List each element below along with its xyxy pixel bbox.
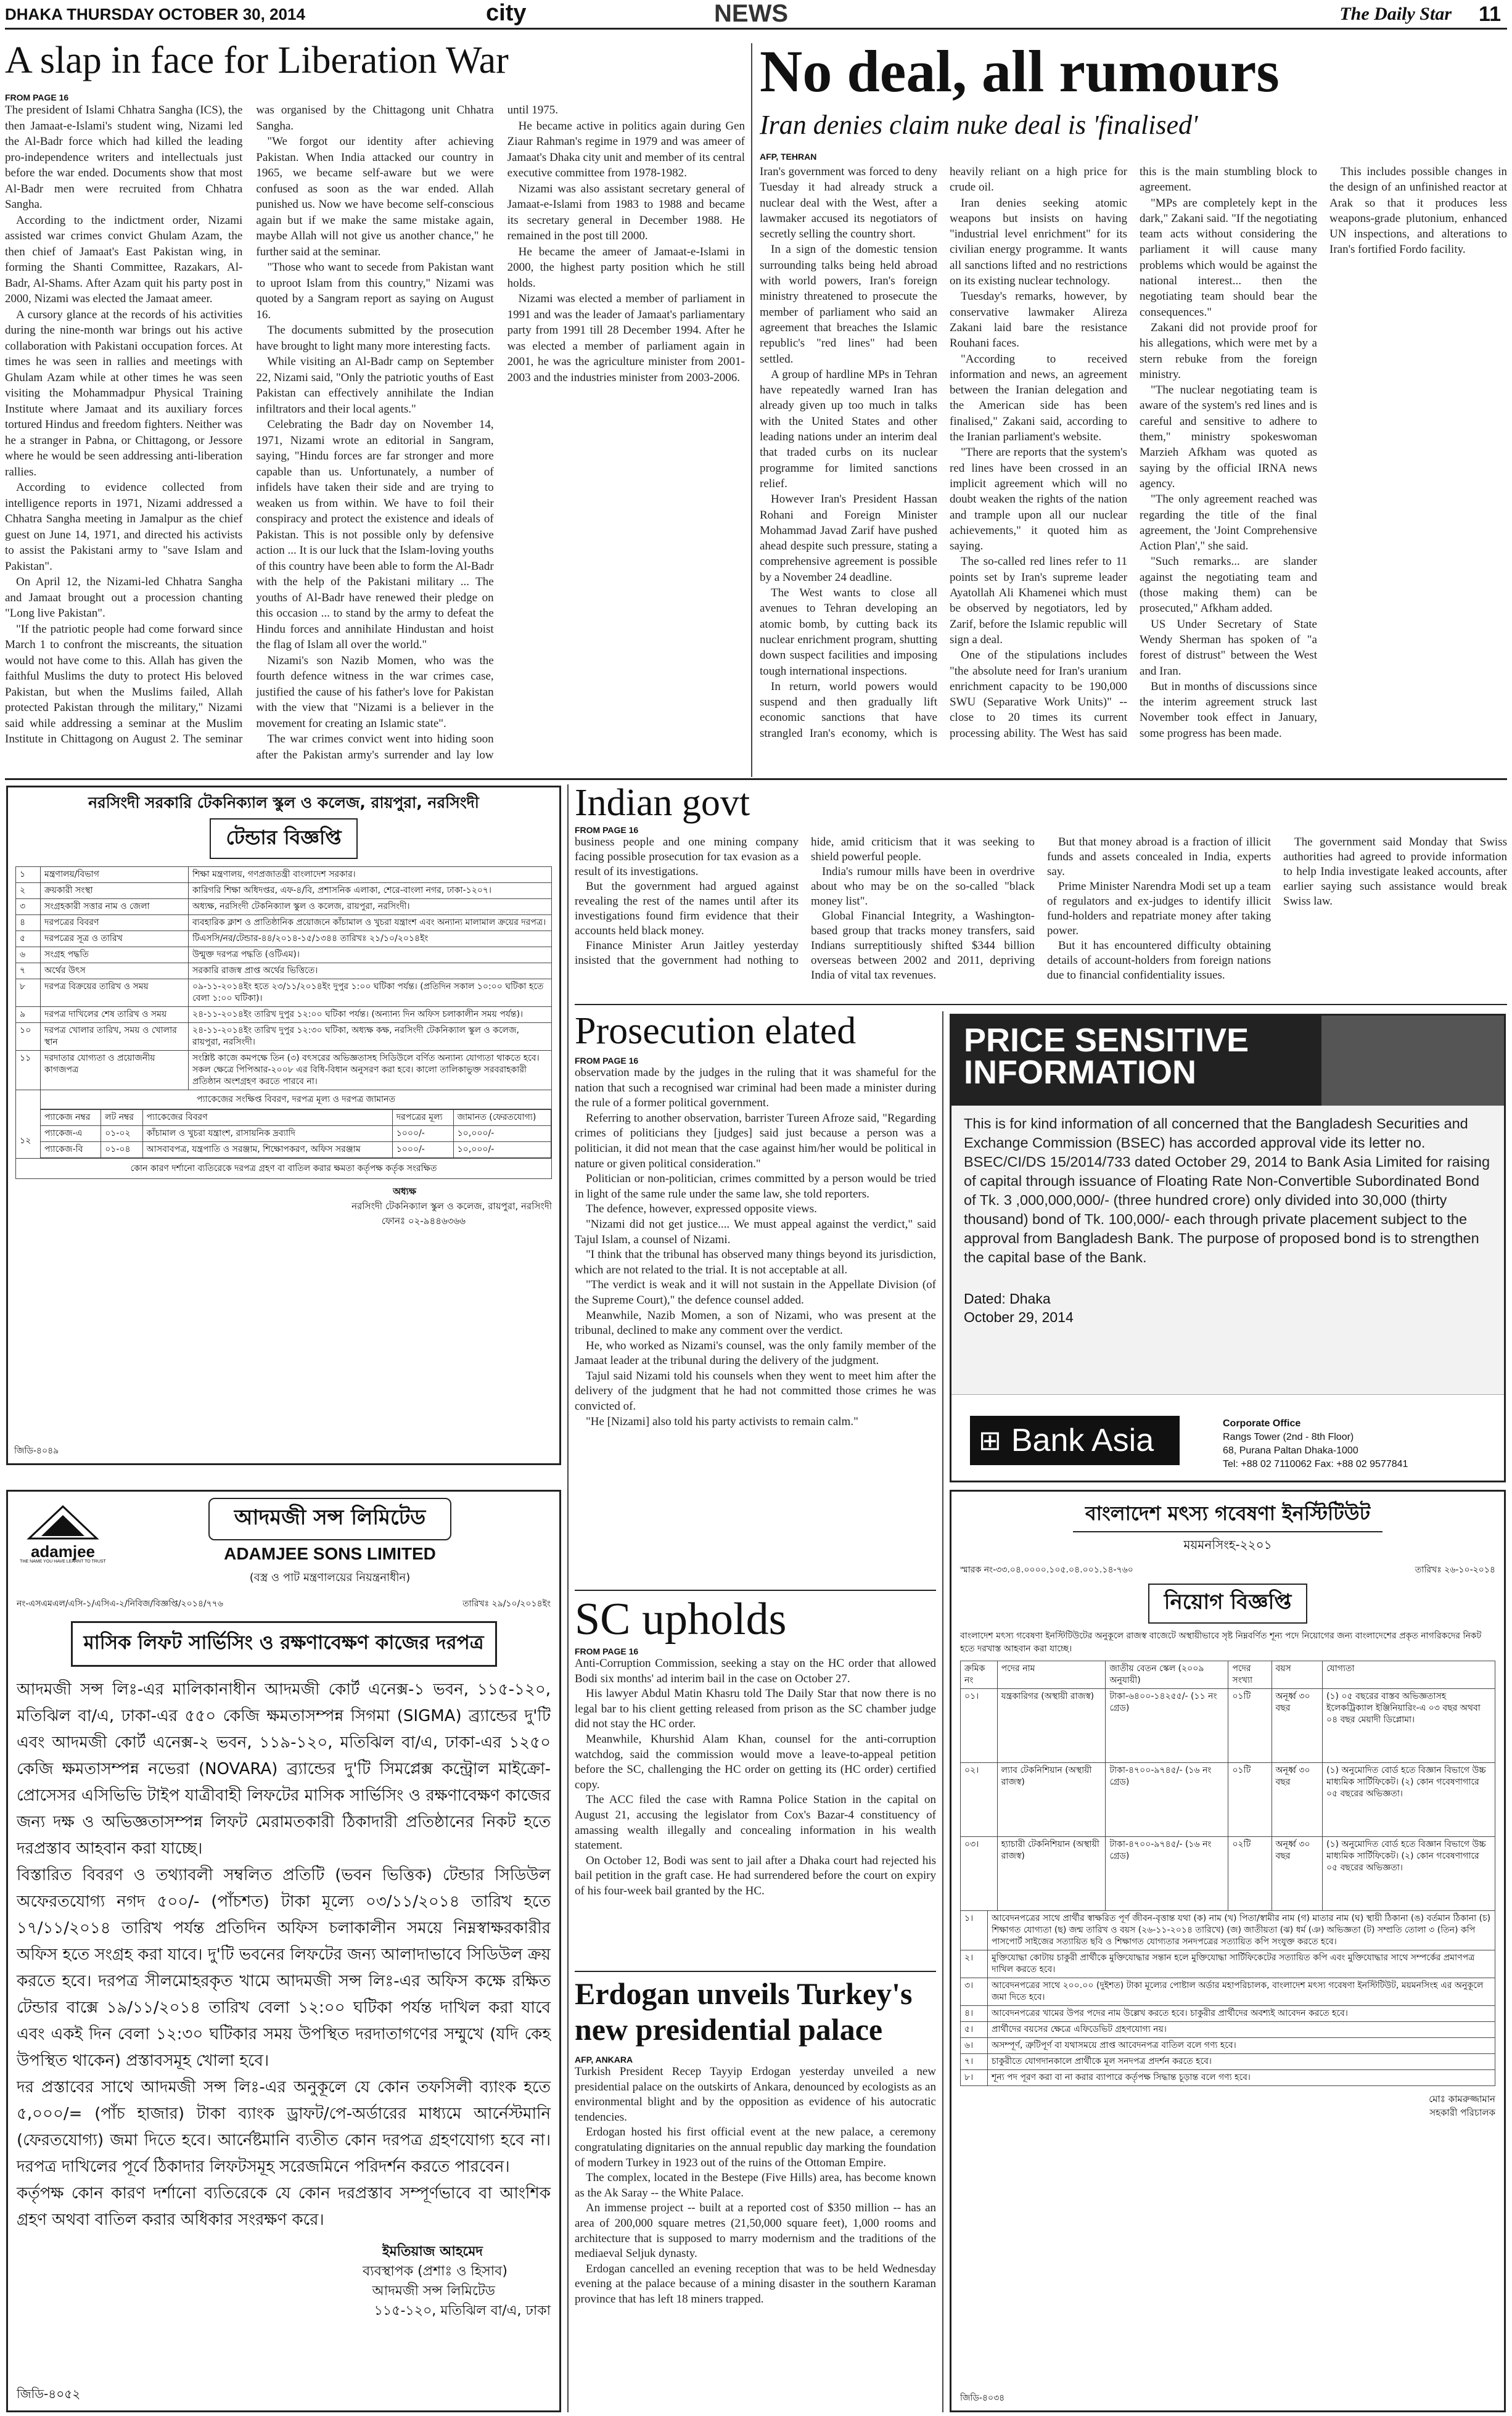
package-row [41, 1126, 551, 1142]
paper-logo: The Daily Star [1339, 4, 1452, 24]
tender-cell: ৫ [16, 931, 41, 947]
date: তারিখঃ ২৯/১০/২০১৪ইং [462, 1599, 551, 1609]
post-cell: ০১টি [1228, 1763, 1272, 1837]
paragraph: Erdogan cancelled an evening reception that was to be held Wednesday evening at the palace because of a mining disaster in the southern Karaman province that has left 18 miners trapped. [575, 2262, 936, 2306]
gd-number: জিডি-৪০৩৪ [960, 2393, 1005, 2403]
paragraph: "Such remarks... are slander against the negotiating team and (those making them) can be prosecuted," Afkham added. [1140, 555, 1317, 615]
package-cell: প্যাকেজ-এ [41, 1126, 101, 1142]
paragraph: "The nuclear negotiating team is aware of the system's red lines and is careful and sensitive to adhere to them," ministry spokeswoman Marzieh Afkham was quoted as saying by the official IRNA news agency. [1140, 384, 1317, 490]
source: AFP, ANKARA [575, 2055, 633, 2065]
signer-title: ব্যবস্থাপক (প্রশাঃ ও হিসাব) [362, 2264, 507, 2279]
paragraph: Meanwhile, Khurshid Alam Khan, counsel for the anti-corruption watchdog, said the commission would move a leave-to-appeal petition before the SC, challenging the HC order on getting its (HC order) certified copy. [575, 1732, 936, 1791]
condition-number: ৫। [961, 2022, 988, 2038]
article-prosecution [575, 1011, 936, 1585]
bank-asia-icon: ⊞ [979, 1425, 1001, 1456]
paragraph: business people and one mining company facing possible prosecution for tax evasion as a result of its investigations. [575, 836, 799, 878]
tender-cell: ১১ [16, 1051, 41, 1090]
condition-text: প্রার্থীদের বয়সের ক্ষেত্রে এফিডেভিট গ্রহণযোগ্য নয়। [988, 2022, 1495, 2038]
paragraph: observation made by the judges in the ruling that it was shameful for the nation that such a recognised war criminal had been made a minister during the rule of a former political government. [575, 1066, 936, 1110]
condition-number: ৪। [961, 2006, 988, 2022]
package-cell: কাঁচামাল ও খুচরা যন্ত্রাংশ, রাসায়নিক দ্রব্যাদি [142, 1126, 392, 1142]
paragraph: "We forgot our identity after achieving Pakistan. When India attacked our country in 1965, we became self-aware but we were confused as soon as the war ended. Allah punished us. Now we have become self-conscious again but if we make the same mistake again, maybe Allah will not give us another chance," he further said at the seminar. [256, 135, 494, 258]
headline: SC upholds [575, 1596, 787, 1645]
paragraph: On April 12, the Nizami-led Chhatra Sangha and Jamaat brought out a procession chanting "Long live Pakistan". [5, 575, 243, 620]
condition-number: ৩। [961, 1978, 988, 2006]
tender-cell: ২৪-১১-২০১৪ইং তারিখ দুপুর ১২:০০ ঘটিকা পর্যন্ত। (অন্যান্য দিন অফিস চলাকালীন সময় পর্যন্ত)। [189, 1007, 552, 1023]
tender-notice [6, 786, 561, 1465]
condition-row [961, 1978, 1495, 2006]
paragraph: A group of hardline MPs in Tehran have repeatedly warned Iran has already given up too much in talks with the United States and other leading nations under an interim deal that traded curbs on its nuclear programme for limited sanctions relief. [760, 368, 937, 490]
condition-text: মুক্তিযোদ্ধা কোটায় চাকুরী প্রার্থীকে মুক্তিযোদ্ধার সন্তান হলে মুক্তিযোদ্ধা সার্টিফিকেটের সত্যায়িত কপি এবং মুক্তিযোদ্ধার সাথে সম্পর্কের প্রমাণপত্র দাখিল করতে হবে। [988, 1950, 1495, 1978]
headline: Indian govt [575, 783, 750, 824]
gd-number: জিডি-৪০৫২ [17, 2386, 81, 2401]
office-line: Tel: +88 02 7110062 Fax: +88 02 9577841 [1223, 1459, 1408, 1469]
post-row [961, 1763, 1495, 1837]
dated: October 29, 2014 [964, 1309, 1074, 1325]
paragraph: Politician or non-politician, crimes committed by a person would be tried in light of the same rule under the same law, she told reporters. [575, 1172, 936, 1201]
tender-row [16, 915, 552, 931]
headline: Erdogan unveils Turkey's new presidential palace [575, 1976, 913, 2047]
tender-row [16, 1023, 552, 1051]
condition-row [961, 2070, 1495, 2086]
tender-cell: ব্যবহারিক ক্লাশ ও প্রাতিষ্ঠানিক প্রয়োজনে কাঁচামাল ও খুচরা যন্ত্রাংশ এবং অন্যান্য মালামাল ক্রয়ের দরপত্র। [189, 915, 552, 931]
logo-text: adamjee [30, 1542, 96, 1561]
tender-cell: ৪ [16, 915, 41, 931]
tender-cell: ৯ [16, 1007, 41, 1023]
company-name-en: ADAMJEE SONS LIMITED [224, 1544, 436, 1563]
post-cell: টাকা-৬৪০০-১৪২৫৫/- (১১ নং গ্রেড) [1106, 1689, 1228, 1763]
condition-row [961, 1911, 1495, 1950]
paragraph: He became active in politics again during Gen Ziaur Rahman's regime in 1979 and was ameer of Jamaat's Dhaka city unit and member of its central executive committee from 1978-1982. [507, 119, 745, 179]
paragraph: The war crimes convict went into hiding soon after the Pakistan army's surrender and lay low until 1975. [256, 104, 558, 762]
tender-cell: দরপত্র দাখিলের শেষ তারিখ ও সময় [41, 1007, 189, 1023]
condition-number: ১। [961, 1911, 988, 1950]
paragraph: Iran's government was forced to deny Tuesday it had already struck a nuclear deal with the West, after a lawmaker accused its negotiators of secretly selling the country short. [760, 165, 937, 241]
paragraph: US Under Secretary of State Wendy Sherman has spoken of "a forest of distrust" between the West and Iran. [1140, 617, 1317, 678]
tender-cell: ৮ [16, 979, 41, 1007]
post-cell: ০২। [961, 1763, 998, 1837]
posts-table [960, 1661, 1495, 1911]
office-line: 68, Purana Paltan Dhaka-1000 [1223, 1445, 1358, 1456]
paragraph: However Iran's President Hassan Rohani and Foreign Minister Mohammad Javad Zarif have pushed ahead despite such pressure, stating a comprehensive agreement is possible by a November 24 deadline. [760, 493, 937, 584]
tender-cell: উন্মুক্ত দরপত্র পদ্ধতি (ওটিএম)। [189, 947, 552, 963]
source: FROM PAGE 16 [575, 825, 639, 835]
tender-cell: ৩ [16, 899, 41, 915]
posts-header: বয়স [1272, 1661, 1322, 1689]
article-body [575, 835, 1507, 996]
tender-cell: ০৯-১১-২০১৪ইং হতে ২৩/১১/২০১৪ইং দুপুর ১:০০ ঘটিকা পর্যন্ত। (প্রতিদিন সকাল ১০:০০ ঘটিকা হতে বেলা ১:০০ ঘটিকা)। [189, 979, 552, 1007]
tender-cell: ৬ [16, 947, 41, 963]
article-erdogan [575, 1976, 936, 2412]
section-label: NEWS [714, 0, 788, 27]
tender-row [16, 867, 552, 883]
ad-body: This is for kind information of all concerned that the Bangladesh Securities and Exchange Commission (BSEC) has accorded approval vide its letter no. BSEC/CI/DS 15/2014/733 dated October 29, 2014 to Bank Asia Limited for raising of capital through issuance of Floating Rate Non-Convertible Subordinated Bond of Tk. 3 ,000,000,000/- (three hundred crore) only divided into 30,000 (thirty thousand) bond of Tk. 100,000/- each through private placement subject to the approval from Bangladesh Bank. The purpose of proposed bond is to strengthen the capital base of the Bank. [964, 1116, 1490, 1265]
paragraph: দর প্রস্তাবের সাথে আদমজী সন্স লিঃ-এর অনুকূলে যে কোন তফসিলী ব্যাংক হতে ৫,০০০/= (পাঁচ হাজার) টাকা ব্যাংক ড্রাফট/পে-অর্ডারের মাধ্যমে আর্নেস্টমানি (ফেরতযোগ্য) জমা দিতে হবে। আর্নেষ্টমানি ব্যতীত কোন দরপত্র গ্রহণযোগ্য হবে না। দরপত্র দাখিলের পূর্বে ঠিকাদার লিফটসমূহ সরেজমিনে পরিদর্শন করতে পারবেন। [17, 2078, 551, 2176]
post-cell: ল্যাব টেকনিশিয়ান (অস্থায়ী রাজস্ব) [997, 1763, 1106, 1837]
phone: ফোনঃ ০২-৯৪৪৬৩৬৬ [381, 1215, 466, 1226]
paragraph: Global Financial Integrity, a Washington-based group that tracks money transfers, said Indians surreptitiously shifted $344 billion overseas between 2002 and 2011, depriving India of vital tax revenues. [811, 910, 1035, 982]
paragraph: This includes possible changes in the design of an unfinished reactor at Arak so that it produces less weapons-grade plutonium, enhanced UN inspections, and alterations to Iran's fortified Fordo facility. [1329, 165, 1507, 257]
package-row [41, 1142, 551, 1158]
paragraph: "He [Nizami] also told his party activists to remain calm." [586, 1415, 858, 1428]
tender-cell: ২ [16, 883, 41, 899]
paragraph: "I think that the tribunal has observed many things beyond its jurisdiction, which are not related to the trial. It is not acceptable at all. [575, 1248, 936, 1276]
paragraph: In return, world powers would suspend and then gradually lift economic sanctions that have strangled Iran's economy, which is heavily reliant on a high price for crude oil. [760, 165, 1127, 740]
paragraph: An immense project -- built at a reported cost of $350 million -- has an area of 200,000 square metres (21,50,000 square feet), 1,000 rooms and architecture that is supposed to marry modernism and the traditions of the mediaeval Seljuk dynasty. [575, 2201, 936, 2261]
package-table [41, 1109, 551, 1158]
paragraph: But that money abroad is a fraction of illicit funds and assets concealed in India, experts say. [1047, 836, 1271, 878]
dated-label: Dated: Dhaka [964, 1291, 1051, 1307]
paragraph: Anti-Corruption Commission, seeking a stay on the HC order that allowed Bodi six months' ad interim bail in the case on October 27. [575, 1657, 936, 1685]
tender-cell: অধ্যক্ষ, নরসিংদী টেকনিক্যাল স্কুল ও কলেজ, রায়পুরা, নরসিংদী। [189, 899, 552, 915]
paragraph: He, who worked as Nizami's counsel, was the only family member of the Jamaat leader at the tribunal during the delivery of the judgment. [575, 1339, 936, 1368]
tender-cell: ক্রয়কারী সংস্থা [41, 883, 189, 899]
section-name: city [486, 0, 527, 26]
tender-table [15, 866, 552, 1090]
recruitment-notice [950, 1490, 1506, 2412]
ad-title: PRICE SENSITIVE INFORMATION [951, 1016, 1321, 1106]
tender-row [16, 899, 552, 915]
signer-name: ইমতিয়াজ আহমেদ [382, 2244, 483, 2259]
package-cell: প্যাকেজ-বি [41, 1142, 101, 1158]
paragraph: The defence, however, expressed opposite views. [586, 1202, 817, 1216]
post-row [961, 1689, 1495, 1763]
paragraph: On October 12, Bodi was sent to jail after a Dhaka court had rejected his bail petition in the graft case. He had surrendered before the court on expiry of his four-week bail granted by the HC. [575, 1854, 936, 1897]
condition-text: আবেদনপত্রের সাথে ২০০.০০ (দুইশত) টাকা মূল্যের পোষ্টাল অর্ডার মহাপরিচালক, বাংলাদেশ মৎস্য গবেষণা ইনস্টিটিউট, ময়মনসিংহ এর অনুকূলে জমা দিতে হবে। [988, 1978, 1495, 2006]
tender-cell: টিএসসি/নর/টেন্ডার-৪৪/২০১৪-১৫/১৩৪৪ তারিখঃ ২১/১০/২০১৪ইং [189, 931, 552, 947]
posts-header: পদের সংখ্যা [1228, 1661, 1272, 1689]
condition-number: ৬। [961, 2038, 988, 2054]
package-cell: ১০,০০০/- [453, 1142, 551, 1158]
price-sensitive-ad [950, 1014, 1506, 1482]
condition-row [961, 2006, 1495, 2022]
post-cell: হ্যাচারী টেকনিশিয়ান (অস্থায়ী রাজস্ব) [997, 1837, 1106, 1911]
package-cell: আসবাবপত্র, যন্ত্রপাতি ও সরঞ্জাম, শিক্ষোপকরণ, অফিস সরঞ্জাম [142, 1142, 392, 1158]
condition-text: আবেদনপত্রের সাথে প্রার্থীর স্বাক্ষরিত পূর্ণ জীবন-বৃত্তান্ত যথা (ক) নাম (খ) পিতা/স্বামীর নাম (গ) মাতার নাম (ঘ) স্থায়ী ঠিকানা (ঙ) বর্তমান ঠিকানা (চ) শিক্ষাগত যোগ্যতা (ছ) জন্ম তারিখ ও বয়স (২৬-১১-২০১৪ তারিখে) (জ) জাতীয়তা (ঝ) ধর্ম (ঞ) অভিজ্ঞতা (ট) সম্প্রতি তোলা ৩ (তিন) কপি পাসপোর্ট সাইজের সত্যায়িত ছবি ও শিক্ষাগত যোগ্যতার সনদপত্রের সত্যায়িত কপি সংযুক্ত করতে হবে। [988, 1911, 1495, 1950]
package-cell: ০১-০৪ [101, 1142, 142, 1158]
post-cell: অনূর্ধ্ব ৩০ বছর [1272, 1763, 1322, 1837]
dateline: DHAKA THURSDAY OCTOBER 30, 2014 [5, 5, 305, 23]
tender-cell: কারিগরি শিক্ষা অধিদপ্তর, এফ-৪/বি, প্রশাসনিক এলাকা, শেরে-বাংলা নগর, ঢাকা-১২০৭। [189, 883, 552, 899]
paragraph: India's rumour mills have been in overdrive about who may be on the so-called "black money list". [811, 865, 1035, 908]
subtitle: (বস্ত্র ও পাট মন্ত্রণালয়ের নিয়ন্ত্রনাধীন) [249, 1571, 411, 1584]
paragraph: While visiting an Al-Badr camp on September 22, Nizami said, "Only the patriotic youths of East Pakistan can effectively annihilate the Indian infiltrators and their local agents." [256, 355, 494, 416]
conditions-table [960, 1910, 1495, 2086]
paragraph: Iran denies seeking atomic weapons but insists on having "industrial level enrichment" for its civilian energy programme. It wants all sanctions lifted and no restrictions on its existing nuclear technology. [950, 196, 1127, 288]
paragraph: But in months of discussions since the interim agreement struck last November took effect in January, some progress has been made. [1140, 680, 1317, 740]
paragraph: The documents submitted by the prosecution have brought to light many more interesting facts. [256, 324, 494, 353]
paragraph: But it has encountered difficulty obtaining details of account-holders from foreign nations due to financial confidentiality issues. [1047, 939, 1271, 982]
post-cell: ০২টি [1228, 1837, 1272, 1911]
condition-text: আবেদনপত্রের খামের উপর পদের নাম উল্লেখ করতে হবে। চাকুরীর প্রার্থীদের অবশ্যই আবেদন করতে হবে। [988, 2006, 1495, 2022]
posts-header: পদের নাম [997, 1661, 1106, 1689]
tender-row [16, 883, 552, 899]
tender-cell: ১০ [16, 1023, 41, 1051]
package-header: প্যাকেজের বিবরণ [142, 1110, 392, 1126]
paragraph: The so-called red lines refer to 11 points set by Iran's supreme leader Ayatollah Ali Khamenei which must be observed by negotiators, led by Zarif, before the Islamic republic will sign a deal. [950, 555, 1127, 646]
tender-cell: সরকারি রাজস্ব প্রাপ্ত অর্থের ভিত্তিতে। [189, 963, 552, 979]
paragraph: "Nizami did not get justice.... We must appeal against the verdict," said Tajul Islam, a counsel of Nizami. [575, 1217, 936, 1246]
paragraph: The ACC filed the case with Ramna Police Station in the capital on August 21, accusing the legislator from Cox's Bazar-4 constituency of amassing wealth illegally and concealing information in his wealth statement. [575, 1793, 936, 1852]
tender-row [16, 1007, 552, 1023]
condition-text: চাকুরীতে যোগদানকালে প্রার্থীকে মূল সনদপত্র প্রদর্শন করতে হবে। [988, 2054, 1495, 2070]
intro: বাংলাদেশ মৎস্য গবেষণা ইনস্টিটিউটের অনুকূলে রাজস্ব বাজেটে অস্থায়ীভাবে সৃষ্ট নিম্নবর্ণিত শূন্য পদে নিয়োগের জন্য বাংলাদেশের প্রকৃত নাগরিকদের নিকট হতে দরখাস্ত আহবান করা যাচ্ছে। [960, 1631, 1482, 1654]
paragraph: Zakani did not provide proof for his allegations, which were met by a stern rebuke from the foreign ministry. [1140, 321, 1317, 381]
reference: স্মারক নং-৩৩.০৪.০০০০.১০৫.০৪.০০১.১৪-৭৬০ [960, 1565, 1133, 1575]
paragraph: Celebrating the Badr day on November 14, 1971, Nizami wrote an editorial in Sangram, saying, "Hindu forces are far stronger and more capable than us. Unfortunately, a number of infidels have taken their side and are trying to weaken us from within. We have to foil their conspiracy and protect the existence and ideals of Pakistan. This is not possible only by defensive action ... It is our luck that the Islam-loving youths of this country have been able to form the Al-Badr with the help of the Pakistani military ... The youths of Al-Badr have renewed their pledge on this occasion ... to stand by the army to defeat the Hindu forces and annihilate Hindustan and hoist the flag of Islam all over the world." [256, 418, 494, 651]
paragraph: Tajul said Nizami told his counsels when they went to meet him after the delivery of the judgment that he had not committed those crimes he was convicted of. [575, 1369, 936, 1413]
paragraph: Prime Minister Narendra Modi set up a team of regulators and ex-judges to identify illicit fund-holders and repatriate money after taking power. [1047, 880, 1271, 937]
source: FROM PAGE 16 [575, 1646, 639, 1656]
condition-number: ৮। [961, 2070, 988, 2086]
post-cell: (১) ০৫ বছরের বাস্তব অভিজ্ঞতাসহ ইলেকট্রিক্যাল ইঞ্জিনিয়ারিং-এ ০৩ বছর অথবা ০৪ বছর মেয়াদী ডিপ্লোমা। [1323, 1689, 1495, 1763]
paragraph: Nizami's son Nazib Momen, who was the fourth defence witness in the war crimes case, justified the cause of his father's love for Pakistan with the view that "Nizami is a believer in the movement for creating an Islamic state". [256, 654, 494, 730]
tender-cell: অর্থের উৎস [41, 963, 189, 979]
reference: নং-এসএমএল/এসি-১/এসিএ-২/নিবিজ/বিজ্ঞপ্তি/২০১৪/৭৭৬ [17, 1599, 223, 1609]
institute-location: ময়মনসিংহ-২২০১ [1183, 1537, 1272, 1552]
paragraph: Meanwhile, Nazib Momen, a son of Nizami, who was present at the tribunal, declined to make any comment over the verdict. [575, 1309, 936, 1337]
signer-name: মোঃ কামরুজ্জামান [1429, 2093, 1495, 2105]
page-number: 11 [1479, 2, 1501, 26]
paragraph: "The only agreement reached was regarding the title of the final agreement, the 'Joint Comprehensive Action Plan'," she said. [1140, 493, 1317, 553]
tender-cell: ৭ [16, 963, 41, 979]
paragraph: His lawyer Abdul Matin Khasru told The Daily Star that now there is no legal bar to his client getting released from prison as the SC chamber judge did not stay the HC order. [575, 1687, 936, 1731]
condition-row [961, 2038, 1495, 2054]
posts-header: যোগ্যতা [1323, 1661, 1495, 1689]
paragraph: Finance Minister Arun Jaitley yesterday insisted that the government had nothing to hide, amid criticism that it was seeking to shield powerful people. [575, 836, 1035, 967]
condition-text: অসম্পূর্ণ, ত্রুটিপূর্ণ বা যথাসময়ে প্রাপ্ত আবেদনপত্র বাতিল বলে গণ্য হবে। [988, 2038, 1495, 2054]
package-caption: প্যাকেজের সংক্ষিপ্ত বিবরণ, দরপত্র মূল্য ও দরপত্র জামানত [41, 1090, 551, 1109]
headline: Prosecution elated [575, 1011, 857, 1052]
package-cell: ১০০০/- [392, 1142, 453, 1158]
paragraph: According to evidence collected from intelligence reports in 1971, Nizami addressed a Chhatra Sangha meeting in Jamalpur as the chief guest on June 14, 1971, and directed his activists to assist the Pakistani army to "save Islam and Pakistan". [5, 481, 243, 573]
tender-row [16, 1051, 552, 1090]
paragraph: "According to received information and news, an agreement between the Iranian delegation and the American side has been finalised," Zakani said, according to the Iranian parliament's website. [950, 352, 1127, 444]
paragraph: Erdogan hosted his first official event at the new palace, a ceremony congratulating dignitaries on the annual republic day marking the foundation of modern Turkey in 1923 out of the ruins of the Ottoman Empire. [575, 2126, 936, 2169]
article-body [760, 164, 1507, 762]
source: FROM PAGE 16 [575, 1056, 639, 1066]
condition-row [961, 2022, 1495, 2038]
source: AFP, TEHRAN [760, 152, 817, 162]
tender-cell: ১ [16, 867, 41, 883]
paragraph: "Those who want to secede from Pakistan want to uproot Islam from this country," Nizami was quoted by a Sangram report as saying on August 16. [256, 261, 494, 321]
tender-cell: সংগ্রহকারী সত্তার নাম ও জেলা [41, 899, 189, 915]
notice-title: নিয়োগ বিজ্ঞপ্তি [1148, 1584, 1308, 1624]
institute-name: নরসিংদী সরকারি টেকনিক্যাল স্কুল ও কলেজ, রায়পুরা, নরসিংদী [88, 794, 479, 811]
post-cell: ০১। [961, 1689, 998, 1763]
package-cell: ১০,০০০/- [453, 1126, 551, 1142]
condition-text: শূন্য পদ পূরণ করা বা না করার ব্যাপারে কর্তৃপক্ষ সিদ্ধান্ত চূড়ান্ত বলে গণ্য হবে। [988, 2070, 1495, 2086]
gd-number: জিডি-৪০৪৯ [14, 1446, 59, 1456]
paragraph: A cursory glance at the records of his activities during the nine-month war brings out his active collaboration with Pakistani occupation forces. At times he was seen in rallies and meetings with Ghulam Azam while at other times he was seen visiting the Mohammadpur Physical Training Institute where Jamaat and its auxiliary forces tortured Hindus and freedom fighters. Neither was he a stranger in Pabna, or Chittagong, or Jessore where he would be seen addressing anti-liberation rallies. [5, 308, 243, 479]
tender-cell: দরপত্রের সূত্র ও তারিখ [41, 931, 189, 947]
paragraph: "There are reports that the system's red lines have been crossed in an implicit agreement which will no doubt weaken the rights of the nation and trample upon all our nuclear achievements," it quoted him as saying. [950, 446, 1127, 553]
signer-title: সহকারী পরিচালক [1429, 2107, 1495, 2118]
package-header: দরপত্রের মূল্য [392, 1110, 453, 1126]
notice-title: টেন্ডার বিজ্ঞপ্তি [210, 818, 357, 859]
row-number: ১২ [16, 1090, 41, 1158]
condition-row [961, 2054, 1495, 2070]
post-row [961, 1837, 1495, 1911]
paragraph: The complex, located in the Bestepe (Five Hills) area, has become known as the Ak Saray -- the White Palace. [575, 2171, 936, 2200]
tender-cell: দরপত্রের বিবরণ [41, 915, 189, 931]
tender-cell: দরপত্র বিক্রয়ের তারিখ ও সময় [41, 979, 189, 1007]
condition-row [961, 1950, 1495, 1978]
tender-cell: শিক্ষা মন্ত্রণালয়, গণপ্রজাতন্ত্রী বাংলাদেশ সরকার। [189, 867, 552, 883]
article-body [5, 102, 745, 775]
adamjee-logo [17, 1504, 109, 1564]
paragraph: Nizami was also assistant secretary general of Jamaat-e-Islami from 1983 to 1988 and became its secretary general in December 1988. He remained in the post till 2000. [507, 182, 745, 242]
post-cell: ০৩। [961, 1837, 998, 1911]
tender-cell: ২৪-১১-২০১৪ইং তারিখ দুপুর ১২:৩০ ঘটিকা, অধ্যক্ষ কক্ষ, নরসিংদী টেকনিক্যাল স্কুল ও কলেজ, রায়পুরা, নরসিংদী। [189, 1023, 552, 1051]
tender-row [16, 963, 552, 979]
footer-note: কোন কারণ দর্শানো ব্যতিরেকে দরপত্র গ্রহণ বা বাতিল করার ক্ষমতা কর্তৃপক্ষ কর্তৃক সংরক্ষিত [15, 1159, 552, 1179]
paragraph: "If the patriotic people had come forward since March 1 to confront the miscreants, the situation would not have come to this. Allah has given the faithful Muslims the duty to protect His beloved Pakistan, but when the Muslims failed, Allah protected Pakistan through the military," Nizami said while addressing a seminar at the Muslim Institute in Chittagong on August 2. The seminar was organised by the Chittagong unit Chhatra Sangha. [5, 104, 494, 746]
address: ১১৫-১২০, মতিঝিল বা/এ, ঢাকা [374, 2303, 551, 2319]
package-header: জামানত (ফেরতযোগ্য) [453, 1110, 551, 1126]
article-indian-govt [575, 783, 1507, 1005]
headline: No deal, all rumours [760, 41, 1280, 104]
post-cell: অনূর্ধ্ব ৩০ বছর [1272, 1689, 1322, 1763]
article-sc-upholds [575, 1596, 936, 1984]
paragraph: In a sign of the domestic tension surrounding talks being held abroad with world powers, Iran's foreign ministry threatened to prosecute the member of parliament who said an agreement that breaches the Islamic republic's "red lines" had been settled. [760, 243, 937, 366]
paragraph: Referring to another observation, barrister Tureen Afroze said, "Regarding crimes of politicians they [judges] said just because a person was a politician, it did not mean that the case against him/her would be political in nature or given political consideration." [575, 1111, 936, 1170]
company-name-bn: আদমজী সন্স লিমিটেড [208, 1498, 451, 1540]
paragraph: কর্তৃপক্ষ কোন কারণ দর্শানো ব্যতিরেকে যে কোন দরপ্রস্তাব সম্পূর্ণভাবে বা আংশিক গ্রহণ অথবা বাতিল করার অধিকার সংরক্ষণ করে। [17, 2184, 551, 2229]
notice-title: মাসিক লিফট সার্ভিসিং ও রক্ষণাবেক্ষণ কাজের দরপত্র [71, 1621, 497, 1667]
tender-cell: সংশ্লিষ্ট কাজে কমপক্ষে তিন (৩) বৎসরের অভিজ্ঞতাসহ সিডিউলে বর্ণিত অন্যান্য যোগ্যতা থাকতে হবে। সকল ক্ষেত্রে পিপিআর-২০০৮ এর বিধি-বিধান অনুসরণ করা হবে। কালো তালিকাভুক্ত সরবরাহকারী প্রতিষ্ঠান অংশগ্রহণ করতে পারবে না। [189, 1051, 552, 1090]
tender-cell: সংগ্রহ পদ্ধতি [41, 947, 189, 963]
subhead: Iran denies claim nuke deal is 'finalised' [760, 110, 1198, 140]
package-cell: ১০০০/- [392, 1126, 453, 1142]
paragraph: According to the indictment order, Nizami assisted war crimes convict Ghulam Azam, the then chief of Jamaat's East Pakistan wing, in forming the Shanti Committee, Razakars, Al-Badr, Al-Shams. After Azam quit his party post in 2000, Nizami was elected the Jamaat ameer. [5, 213, 243, 305]
article-body [575, 1066, 936, 1429]
article-body [575, 1656, 936, 1899]
paragraph: Tuesday's remarks, however, by conservative lawmaker Alireza Zakani laid bare the resistance Rouhani faces. [950, 290, 1127, 350]
headline: A slap in face for Liberation War [5, 41, 509, 81]
signer-org: নরসিংদী টেকনিক্যাল স্কুল ও কলেজ, রায়পুরা, নরসিংদী [351, 1201, 552, 1212]
tender-cell: মন্ত্রণালয়/বিভাগ [41, 867, 189, 883]
condition-number: ২। [961, 1950, 988, 1978]
article-no-deal [760, 41, 1507, 784]
posts-header: ক্রমিক নং [961, 1661, 998, 1689]
masthead [5, 0, 1507, 30]
paragraph: One of the stipulations includes "the absolute need for Iran's uranium enrichment capacity to be 190,000 SWU (Separative Work Units)" -- close to 20 times its current processing ability. The West has said this is the main stumbling block to agreement. [950, 165, 1317, 740]
tender-row [16, 931, 552, 947]
post-cell: টাকা-৪৭০০-৯৭৪৫/- (১৬ নং গ্রেড) [1106, 1763, 1228, 1837]
posts-header-row [961, 1661, 1495, 1689]
tender-cell: দরপত্র খোলার তারিখ, সময় ও খোলার স্থান [41, 1023, 189, 1051]
package-cell: ০১-০২ [101, 1126, 142, 1142]
paragraph: But the government had argued against revealing the rest of the names until after its investigations found firm evidence that their accounts held black money. [575, 880, 799, 937]
paragraph: The government said Monday that Swiss authorities had agreed to provide information to help India investigate leaked accounts, after earlier saying such assistance would break Swiss law. [1283, 836, 1507, 908]
signer-org: আদমজী সন্স লিমিটেড [372, 2283, 495, 2299]
package-header-row [41, 1110, 551, 1126]
date: তারিখঃ ২৬-১০-২০১৪ [1415, 1565, 1495, 1575]
article-slap [5, 41, 745, 784]
bank-name: Bank Asia [1011, 1423, 1154, 1458]
tender-cell: দরদাতার যোগ্যতা ও প্রয়োজনীয় কাগজপত্র [41, 1051, 189, 1090]
adamjee-notice [6, 1490, 561, 2412]
paragraph: He became the ameer of Jamaat-e-Islami in 2000, the highest party position which he still holds. [507, 245, 745, 290]
post-cell: যন্ত্রকারিগর (অস্থায়ী রাজস্ব) [997, 1689, 1106, 1763]
article-body [575, 2065, 936, 2307]
paragraph: The president of Islami Chhatra Sangha (ICS), the then Jamaat-e-Islami's student wing, Nizami led the Al-Badr force which had killed the leading pro-independence writers and intellectuals just before the war ended. Documents show that most Al-Badr men were recruited from Chhatra Sangha. [5, 104, 243, 211]
paragraph: বিস্তারিত বিবরণ ও তথ্যাবলী সম্বলিত প্রতিটি (ভবন ভিত্তিক) টেন্ডার সিডিউল অফেরতযোগ্য নগদ ৫০০/- (পাঁচশত) টাকা মূল্যে ০৩/১১/২০১৪ তারিখ হতে ১৭/১১/২০১৪ তারিখ পর্যন্ত প্রতিদিন অফিস চলাকালীন সময়ে নিম্নস্বাক্ষরকারীর অফিস হতে সংগ্রহ করা যাবে। দু'টি ভবনের লিফটের জন্য আলাদাভাবে সিডিউল ক্রয় করতে হবে। দরপত্র সীলমোহরকৃত খামে আদমজী সন্স লিঃ-এর অফিস কক্ষে রক্ষিত টেন্ডার বাক্সে ১৯/১১/২০১৪ তারিখ বেলা ১২:০০ ঘটিকা পর্যন্ত দাখিল করা যাবে এবং একই দিন বেলা ১২:৩০ ঘটিকার সময় উপস্থিত দরদাতাগণের সম্মুখে (যদি কেহ উপস্থিত থাকেন) প্রস্তাবসমূহ খোলা হবে। [17, 1866, 551, 2070]
paragraph: "MPs are completely kept in the dark," Zakani said. "If the negotiating team acts without considering the parliament it will cause many problems which would be against the national interest... then the negotiating team should bear the consequences." [1140, 196, 1317, 319]
paragraph: The West wants to close all avenues to Tehran developing an atomic bomb, by cutting back its nuclear enrichment program, shutting down suspect facilities and imposing tough international inspections. [760, 586, 937, 678]
source: FROM PAGE 16 [5, 92, 69, 102]
post-cell: ০১টি [1228, 1689, 1272, 1763]
tender-row [16, 947, 552, 963]
post-cell: টাকা-৪৭০০-৯৭৪৫/- (১৬ নং গ্রেড) [1106, 1837, 1228, 1911]
paragraph: Nizami was elected a member of parliament in 1991 and was the leader of Jamaat's parliamentary party from 1991 till 28 December 1994. After he was elected a member of parliament again in 2001, he was the agriculture minister from 2001-2003 and the industries minister from 2003-2006. [507, 292, 745, 384]
institute-name: বাংলাদেশ মৎস্য গবেষণা ইনস্টিটিউট [1073, 1498, 1383, 1532]
package-header: প্যাকেজ নম্বর [41, 1110, 101, 1126]
post-cell: (১) অনুমোদিত বোর্ড হতে বিজ্ঞান বিভাগে উচ্চ মাধ্যমিক সার্টিফিকেট। (২) কোন গবেষণাগারে ০৫ বছরের অভিজ্ঞতা। [1323, 1837, 1495, 1911]
post-cell: অনূর্ধ্ব ৩০ বছর [1272, 1837, 1322, 1911]
adamjee-logo-icon [26, 1504, 100, 1541]
office-title: Corporate Office [1223, 1418, 1301, 1429]
office-line: Rangs Tower (2nd - 8th Floor) [1223, 1432, 1354, 1442]
bank-logo [970, 1416, 1180, 1465]
package-header: লট নম্বর [101, 1110, 142, 1126]
tender-row [16, 979, 552, 1007]
paragraph: Turkish President Recep Tayyip Erdogan yesterday unveiled a new presidential palace on the outskirts of Ankara, denounced by ecologists as an environmental blight and by the opposition as evidence of his autocratic tendencies. [575, 2065, 936, 2124]
signer-title: অধ্যক্ষ [393, 1186, 416, 1197]
post-cell: (১) অনুমোদিত বোর্ড হতে বিজ্ঞান বিভাগে উচ্চ মাধ্যমিক সার্টিফিকেট। (২) কোন গবেষণাগারে ০৫ বছরের অভিজ্ঞতা। [1323, 1763, 1495, 1837]
paragraph: আদমজী সন্স লিঃ-এর মালিকানাধীন আদমজী কোর্ট এনেক্স-১ ভবন, ১১৫-১২০, মতিঝিল বা/এ, ঢাকা-এর ৫৫০ কেজি ক্ষমতাসম্পন্ন সিগমা (SIGMA) ব্র্যান্ডের দু'টি এবং আদমজী কোর্ট এনেক্স-২ ভবন, ১১৯-১২০, মতিঝিল বা/এ, ঢাকা-এর ১২৫০ কেজি ক্ষমতাসম্পন্ন নভেরা (NOVARA) ব্র্যান্ডের দু'টি সিমপ্লেক্স কন্ট্রোল মাইক্রো-প্রোসেসর এসিভিভি টাইপ যাত্রীবাহী লিফটের মাসিক সার্ভিসিং ও রক্ষণাবেক্ষণ কাজের জন্য দক্ষ ও অভিজ্ঞতাসম্পন্ন লিফট মেরামতকারী ঠিকাদারী প্রতিষ্ঠানের নিকট হতে দরপ্রস্তাব আহবান করা যাচ্ছে। [17, 1680, 551, 1858]
posts-header: জাতীয় বেতন স্কেল (২০০৯ অনুযায়ী) [1106, 1661, 1228, 1689]
condition-number: ৭। [961, 2054, 988, 2070]
paragraph: "The verdict is weak and it will not sustain in the Appellate Division (of the Supreme Court)," the defence counsel added. [575, 1278, 936, 1307]
logo-tagline: THE NAME YOU HAVE LEARNT TO TRUST [20, 1559, 106, 1564]
